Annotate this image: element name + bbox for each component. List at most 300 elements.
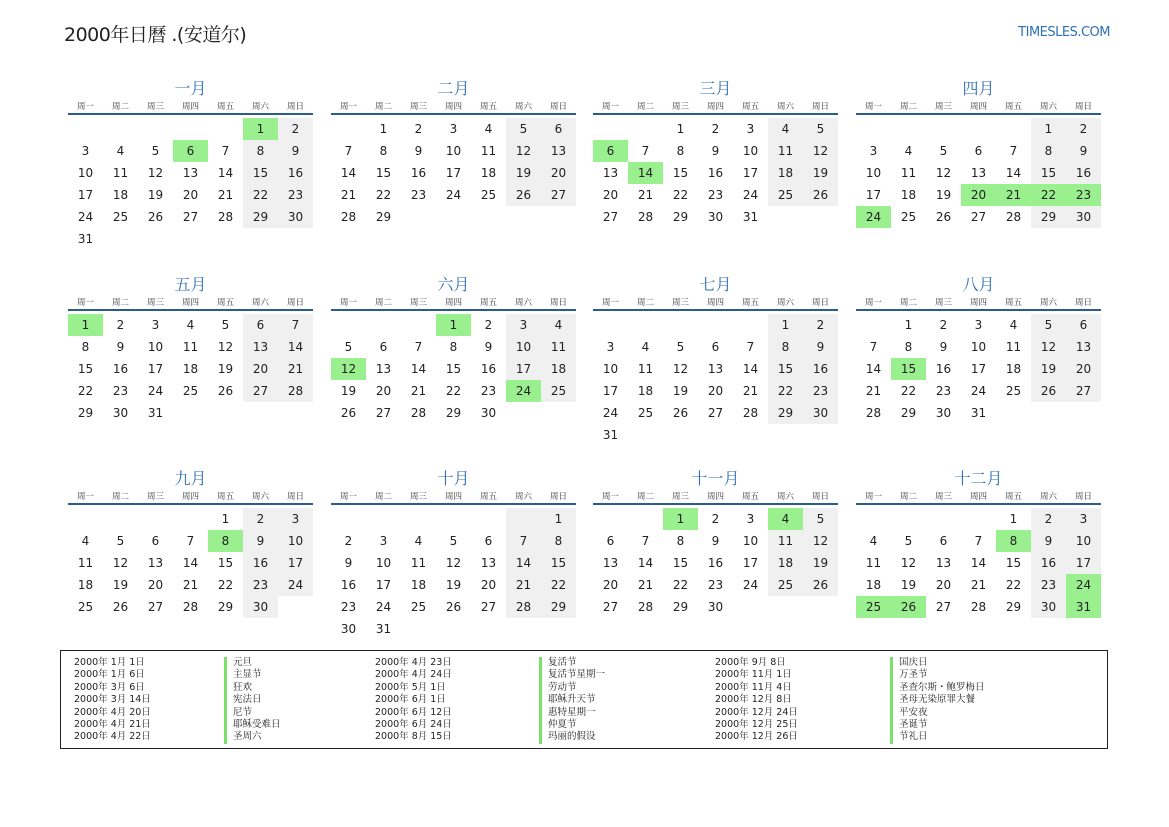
day-cell: 24: [375, 600, 392, 614]
day-cell: 10: [278, 530, 313, 552]
day-cell: 23: [707, 188, 724, 202]
day-cell: 8: [243, 140, 278, 162]
legend-holiday-name: 平安夜: [890, 707, 985, 719]
day-cell: 3: [81, 144, 90, 158]
day-cell: 31: [970, 406, 987, 420]
weekday-label: 周一: [601, 298, 619, 308]
weekday-label: 周日: [286, 102, 304, 112]
day-cell: 18: [1005, 362, 1022, 376]
day-cell: 30: [1031, 596, 1066, 618]
day-cell: 22: [217, 578, 234, 592]
weekday-label: 周五: [216, 298, 234, 308]
day-cell: 10: [865, 166, 882, 180]
day-cell: 5: [506, 118, 541, 140]
day-cell: 15: [672, 166, 689, 180]
holiday-day-cell: 1: [436, 314, 471, 336]
day-cell: 9: [278, 140, 313, 162]
day-cell: 31: [147, 406, 164, 420]
day-cell: 21: [865, 384, 882, 398]
weekday-label: 周四: [181, 102, 199, 112]
day-cell: 25: [182, 384, 199, 398]
weekday-label: 周四: [181, 298, 199, 308]
day-cell: 28: [340, 210, 357, 224]
day-cell: 17: [445, 166, 462, 180]
weekday-label: 周四: [706, 492, 724, 502]
month-name: 十一月: [691, 469, 740, 488]
day-cell: 24: [602, 406, 619, 420]
day-cell: 12: [1031, 336, 1066, 358]
day-cell: 6: [541, 118, 576, 140]
weekday-label: 周三: [146, 492, 164, 502]
month-name: 三月: [699, 79, 732, 98]
day-cell: 19: [147, 188, 164, 202]
day-cell: 18: [182, 362, 199, 376]
day-cell: 22: [541, 574, 576, 596]
weekday-label: 周五: [1004, 492, 1022, 502]
day-cell: 26: [340, 406, 357, 420]
day-cell: 12: [217, 340, 234, 354]
legend-date: 2000年 6月 24日: [375, 719, 452, 731]
day-cell: 29: [1031, 206, 1066, 228]
legend-date: 2000年 4月 21日: [74, 719, 151, 731]
day-cell: 31: [375, 622, 392, 636]
weekday-label: 周六: [776, 492, 794, 502]
day-cell: 18: [768, 162, 803, 184]
site-link[interactable]: TIMESLES.COM: [1018, 25, 1110, 40]
legend-date: 2000年 1月 6日: [74, 669, 145, 681]
weekday-label: 周六: [251, 492, 269, 502]
day-cell: 2: [344, 534, 353, 548]
day-cell: 19: [112, 578, 129, 592]
day-cell: 20: [1066, 358, 1101, 380]
day-cell: 20: [541, 162, 576, 184]
day-cell: 1: [541, 508, 576, 530]
holiday-day-cell: 6: [593, 140, 628, 162]
legend-date: 2000年 3月 6日: [74, 681, 145, 693]
weekday-label: 周日: [811, 492, 829, 502]
weekday-label: 周日: [286, 298, 304, 308]
day-cell: 11: [182, 340, 199, 354]
weekday-label: 周三: [146, 102, 164, 112]
day-cell: 4: [186, 318, 195, 332]
weekday-label: 周一: [864, 102, 882, 112]
legend-date: 2000年 4月 20日: [74, 706, 151, 718]
day-cell: 29: [768, 402, 803, 424]
day-cell: 6: [974, 144, 983, 158]
day-cell: 16: [112, 362, 129, 376]
weekday-label: 周二: [899, 492, 917, 502]
legend-holiday-name: 耶稣受难日: [224, 719, 281, 731]
day-cell: 30: [707, 210, 724, 224]
day-cell: 27: [182, 210, 199, 224]
holiday-day-cell: 22: [1031, 184, 1066, 206]
day-cell: 4: [641, 340, 650, 354]
day-cell: 15: [243, 162, 278, 184]
day-cell: 17: [506, 358, 541, 380]
weekday-label: 周六: [514, 492, 532, 502]
day-cell: 16: [480, 362, 497, 376]
weekday-label: 周日: [811, 102, 829, 112]
month-name: 一月: [174, 79, 207, 98]
legend-holiday-name: 国庆日: [890, 657, 985, 669]
month-name: 九月: [174, 469, 207, 488]
day-cell: 12: [900, 556, 917, 570]
day-cell: 4: [116, 144, 125, 158]
month-name: 七月: [699, 275, 732, 294]
legend-holiday-name: 玛丽的假设: [539, 731, 605, 743]
day-cell: 13: [375, 362, 392, 376]
holiday-day-cell: 4: [768, 508, 803, 530]
day-cell: 15: [1005, 556, 1022, 570]
legend-date: 2000年 5月 1日: [375, 681, 446, 693]
legend-date: 2000年 8月 15日: [375, 731, 452, 743]
day-cell: 14: [637, 556, 654, 570]
day-cell: 9: [243, 530, 278, 552]
day-cell: 8: [768, 336, 803, 358]
day-cell: 4: [541, 314, 576, 336]
day-cell: 12: [506, 140, 541, 162]
day-cell: 20: [182, 188, 199, 202]
month-name: 六月: [437, 275, 470, 294]
weekday-label: 周五: [741, 298, 759, 308]
day-cell: 16: [803, 358, 838, 380]
legend-holiday-name: 圣周六: [224, 731, 281, 743]
day-cell: 18: [637, 384, 654, 398]
day-cell: 30: [935, 406, 952, 420]
day-cell: 7: [869, 340, 878, 354]
day-cell: 31: [602, 428, 619, 442]
day-cell: 18: [541, 358, 576, 380]
day-cell: 16: [1031, 552, 1066, 574]
weekday-label: 周一: [864, 492, 882, 502]
day-cell: 22: [375, 188, 392, 202]
day-cell: 8: [904, 340, 913, 354]
day-cell: 17: [742, 556, 759, 570]
day-cell: 10: [77, 166, 94, 180]
legend-holiday-name: 耶稣升天节: [539, 694, 605, 706]
month-divider: [331, 309, 576, 311]
day-cell: 17: [742, 166, 759, 180]
day-cell: 1: [221, 512, 230, 526]
weekday-label: 周三: [671, 298, 689, 308]
weekday-label: 周二: [111, 492, 129, 502]
holiday-day-cell: 24: [1066, 574, 1101, 596]
day-cell: 8: [449, 340, 458, 354]
day-cell: 6: [243, 314, 278, 336]
weekday-label: 周四: [444, 298, 462, 308]
day-cell: 28: [742, 406, 759, 420]
day-cell: 10: [375, 556, 392, 570]
day-cell: 23: [278, 184, 313, 206]
month-divider: [68, 503, 313, 505]
day-cell: 20: [243, 358, 278, 380]
legend-name-column: [539, 657, 605, 744]
legend-holiday-name: 宪法日: [224, 694, 281, 706]
day-cell: 8: [81, 340, 90, 354]
legend-holiday-name: 主显节: [224, 669, 281, 681]
weekday-label: 周三: [409, 298, 427, 308]
day-cell: 11: [480, 144, 497, 158]
legend-date: 2000年 6月 12日: [375, 706, 452, 718]
day-cell: 19: [935, 188, 952, 202]
day-cell: 28: [970, 600, 987, 614]
day-cell: 20: [707, 384, 724, 398]
weekday-label: 周日: [286, 492, 304, 502]
day-cell: 27: [147, 600, 164, 614]
day-cell: 29: [243, 206, 278, 228]
weekday-label: 周三: [934, 492, 952, 502]
weekday-label: 周一: [76, 102, 94, 112]
day-cell: 23: [935, 384, 952, 398]
day-cell: 7: [1009, 144, 1018, 158]
weekday-label: 周四: [969, 492, 987, 502]
day-cell: 12: [935, 166, 952, 180]
day-cell: 9: [484, 340, 493, 354]
day-cell: 14: [742, 362, 759, 376]
day-cell: 4: [414, 534, 423, 548]
weekday-label: 周四: [706, 102, 724, 112]
day-cell: 19: [340, 384, 357, 398]
legend-date: 2000年 4月 24日: [375, 669, 452, 681]
day-cell: 5: [939, 144, 948, 158]
day-cell: 25: [900, 210, 917, 224]
day-cell: 5: [803, 508, 838, 530]
day-cell: 9: [1066, 140, 1101, 162]
day-cell: 18: [768, 552, 803, 574]
day-cell: 11: [865, 556, 882, 570]
day-cell: 13: [970, 166, 987, 180]
day-cell: 13: [480, 556, 497, 570]
day-cell: 6: [379, 340, 388, 354]
holiday-day-cell: 8: [208, 530, 243, 552]
day-cell: 26: [935, 210, 952, 224]
day-cell: 18: [410, 578, 427, 592]
day-cell: 5: [1031, 314, 1066, 336]
month-name: 十月: [437, 469, 470, 488]
day-cell: 20: [602, 578, 619, 592]
day-cell: 11: [768, 140, 803, 162]
day-cell: 9: [803, 336, 838, 358]
day-cell: 14: [1005, 166, 1022, 180]
month-divider: [856, 113, 1101, 115]
day-cell: 26: [672, 406, 689, 420]
day-cell: 25: [541, 380, 576, 402]
day-cell: 21: [340, 188, 357, 202]
day-cell: 7: [974, 534, 983, 548]
legend-date: 2000年 12月 26日: [715, 731, 798, 743]
weekday-label: 周六: [251, 102, 269, 112]
legend-holiday-name: 复活节: [539, 657, 605, 669]
day-cell: 13: [707, 362, 724, 376]
month-name: 十二月: [954, 469, 1003, 488]
holiday-day-cell: 21: [996, 184, 1031, 206]
day-cell: 20: [602, 188, 619, 202]
day-cell: 17: [865, 188, 882, 202]
legend-holiday-name: 圣诞节: [890, 719, 985, 731]
month-name: 二月: [437, 79, 470, 98]
day-cell: 2: [484, 318, 493, 332]
day-cell: 2: [278, 118, 313, 140]
day-cell: 8: [676, 144, 685, 158]
weekday-label: 周二: [899, 298, 917, 308]
day-cell: 17: [375, 578, 392, 592]
day-cell: 14: [182, 556, 199, 570]
day-cell: 27: [1066, 380, 1101, 402]
weekday-label: 周二: [636, 492, 654, 502]
weekday-label: 周三: [934, 102, 952, 112]
day-cell: 25: [768, 574, 803, 596]
weekday-label: 周四: [181, 492, 199, 502]
holiday-day-cell: 15: [891, 358, 926, 380]
day-cell: 15: [672, 556, 689, 570]
month-divider: [68, 113, 313, 115]
day-cell: 7: [746, 340, 755, 354]
day-cell: 9: [116, 340, 125, 354]
legend-holiday-name: 尼节: [224, 707, 281, 719]
holiday-day-cell: 26: [891, 596, 926, 618]
day-cell: 30: [340, 622, 357, 636]
holiday-day-cell: 8: [996, 530, 1031, 552]
day-cell: 11: [541, 336, 576, 358]
day-cell: 3: [974, 318, 983, 332]
day-cell: 15: [768, 358, 803, 380]
day-cell: 5: [803, 118, 838, 140]
weekday-label: 周六: [1039, 102, 1057, 112]
day-cell: 10: [1066, 530, 1101, 552]
day-cell: 19: [803, 162, 838, 184]
day-cell: 22: [672, 578, 689, 592]
day-cell: 25: [637, 406, 654, 420]
day-cell: 6: [151, 534, 160, 548]
day-cell: 30: [1066, 206, 1101, 228]
weekday-label: 周五: [741, 102, 759, 112]
day-cell: 22: [77, 384, 94, 398]
day-cell: 25: [410, 600, 427, 614]
day-cell: 3: [746, 122, 755, 136]
day-cell: 27: [707, 406, 724, 420]
day-cell: 3: [869, 144, 878, 158]
day-cell: 24: [970, 384, 987, 398]
month-name: 五月: [174, 275, 207, 294]
holiday-day-cell: 24: [856, 206, 891, 228]
weekday-label: 周三: [934, 298, 952, 308]
day-cell: 11: [77, 556, 94, 570]
legend-holiday-name: 惠特星期一: [539, 707, 605, 719]
weekday-label: 周一: [76, 492, 94, 502]
day-cell: 16: [243, 552, 278, 574]
day-cell: 5: [221, 318, 230, 332]
day-cell: 17: [1066, 552, 1101, 574]
day-cell: 11: [112, 166, 129, 180]
day-cell: 28: [278, 380, 313, 402]
legend-date: 2000年 9月 8日: [715, 657, 786, 668]
day-cell: 2: [1066, 118, 1101, 140]
day-cell: 10: [147, 340, 164, 354]
weekday-label: 周二: [374, 102, 392, 112]
weekday-label: 周五: [216, 102, 234, 112]
weekday-label: 周二: [899, 102, 917, 112]
legend-date-column: [715, 657, 798, 744]
day-cell: 14: [865, 362, 882, 376]
weekday-label: 周三: [409, 102, 427, 112]
day-cell: 21: [182, 578, 199, 592]
legend-date-column: [375, 657, 452, 744]
day-cell: 3: [278, 508, 313, 530]
day-cell: 30: [803, 402, 838, 424]
weekday-label: 周五: [1004, 298, 1022, 308]
day-cell: 13: [935, 556, 952, 570]
legend-date: 2000年 12月 25日: [715, 719, 798, 731]
weekday-label: 周一: [339, 492, 357, 502]
month-divider: [331, 113, 576, 115]
day-cell: 28: [410, 406, 427, 420]
day-cell: 22: [672, 188, 689, 202]
day-cell: 12: [803, 530, 838, 552]
day-cell: 1: [904, 318, 913, 332]
weekend-blank: [506, 508, 541, 530]
month-divider: [856, 503, 1101, 505]
weekday-label: 周六: [251, 298, 269, 308]
day-cell: 11: [900, 166, 917, 180]
day-cell: 21: [970, 578, 987, 592]
day-cell: 8: [541, 530, 576, 552]
day-cell: 15: [77, 362, 94, 376]
day-cell: 13: [1066, 336, 1101, 358]
day-cell: 21: [506, 574, 541, 596]
day-cell: 3: [151, 318, 160, 332]
legend-date: 2000年 11月 4日: [715, 681, 792, 693]
weekday-label: 周三: [146, 298, 164, 308]
weekday-label: 周四: [444, 102, 462, 112]
weekday-label: 周六: [776, 298, 794, 308]
day-cell: 6: [606, 534, 615, 548]
day-cell: 10: [445, 144, 462, 158]
day-cell: 16: [340, 578, 357, 592]
day-cell: 30: [243, 596, 278, 618]
day-cell: 24: [742, 578, 759, 592]
holiday-day-cell: 31: [1066, 596, 1101, 618]
day-cell: 4: [869, 534, 878, 548]
day-cell: 2: [414, 122, 423, 136]
day-cell: 11: [768, 530, 803, 552]
day-cell: 15: [375, 166, 392, 180]
day-cell: 2: [243, 508, 278, 530]
day-cell: 2: [939, 318, 948, 332]
weekday-label: 周四: [969, 298, 987, 308]
day-cell: 4: [81, 534, 90, 548]
weekday-label: 周日: [1074, 492, 1092, 502]
day-cell: 27: [970, 210, 987, 224]
day-cell: 14: [506, 552, 541, 574]
holiday-day-cell: 1: [243, 118, 278, 140]
weekday-label: 周日: [549, 102, 567, 112]
page-title: 2000年日曆 .(安道尔): [64, 24, 247, 46]
day-cell: 23: [480, 384, 497, 398]
day-cell: 31: [77, 232, 94, 246]
day-cell: 19: [506, 162, 541, 184]
day-cell: 30: [112, 406, 129, 420]
day-cell: 22: [243, 184, 278, 206]
legend-holiday-name: 圣查尔斯・鲍罗梅日: [890, 682, 985, 694]
day-cell: 5: [904, 534, 913, 548]
day-cell: 23: [243, 574, 278, 596]
day-cell: 23: [340, 600, 357, 614]
day-cell: 17: [147, 362, 164, 376]
weekday-label: 周二: [111, 298, 129, 308]
day-cell: 14: [340, 166, 357, 180]
month-name: 八月: [962, 275, 995, 294]
day-cell: 18: [900, 188, 917, 202]
